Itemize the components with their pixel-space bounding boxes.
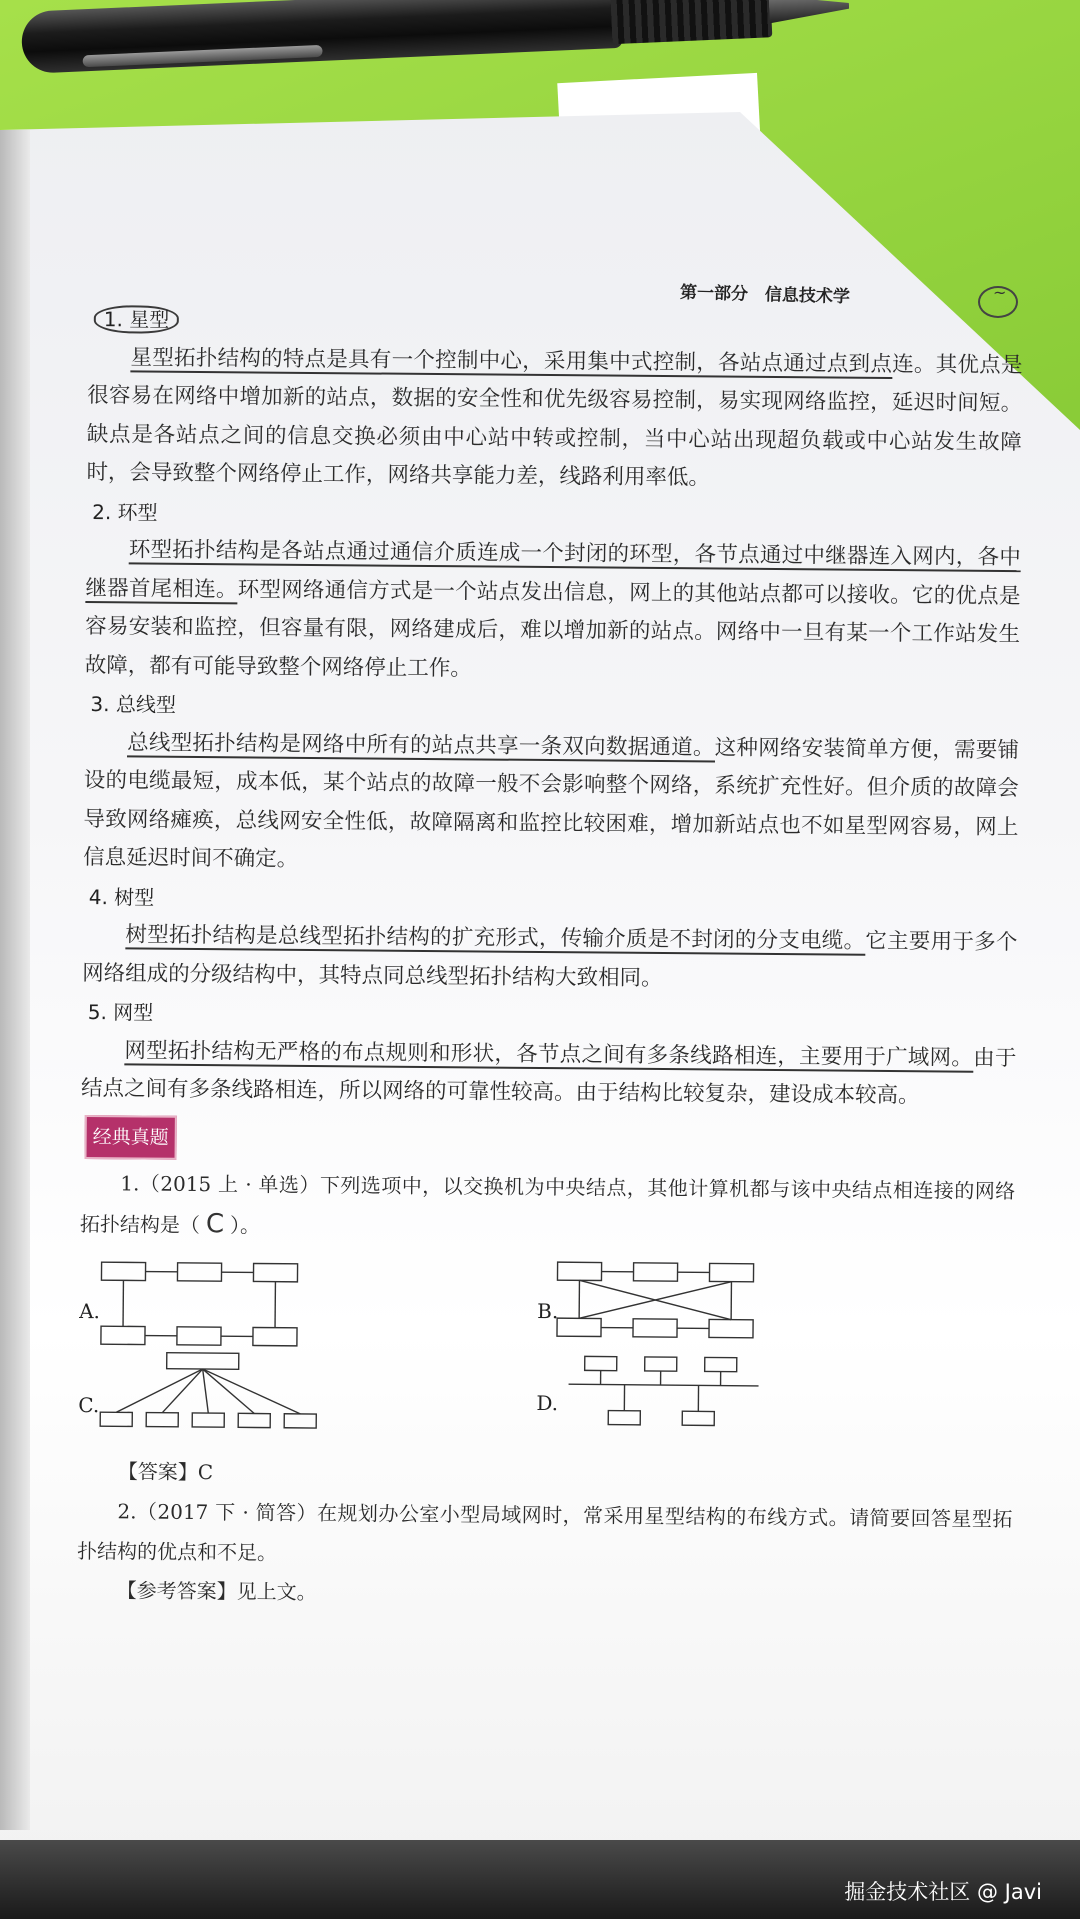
section-heading-bus: 3. 总线型 bbox=[90, 692, 177, 717]
body-text: 它主要用于多个网络组成的分级结构中，其特点同总线型拓扑结构大致相同。 bbox=[82, 928, 1018, 991]
highlight-text: 树型拓扑结构是总线型拓扑结构的扩充形式，传输介质是不封闭的分支电缆。 bbox=[125, 922, 866, 954]
watermark: 掘金技术社区 @ Javi bbox=[844, 1880, 1042, 1904]
section-body-ring bbox=[85, 531, 1021, 693]
classic-exam-badge: 经典真题 bbox=[85, 1115, 177, 1160]
page-content bbox=[77, 300, 1023, 1617]
topology-diagrams-svg bbox=[78, 1252, 1015, 1460]
highlight-text: 星型拓扑结构的特点是具有一个控制中心，采用集中式控制，各站点通过点到点 bbox=[130, 344, 893, 377]
body-text: 这种网络安装简单方便，需要铺设的电缆最短，成本低，某个站点的故障一般不会影响整个网络，系统扩充性好。但介质的故障会导致网络瘫痪，总线网安全性低，故障隔离和监控比较困难，增加新站点也不如星型网容易，网上信息延迟时间不确定。 bbox=[83, 734, 1020, 872]
question-1-text: 1.（2015 上 · 单选）下列选项中，以交换机为中央结点，其他计算机都与该中央结点相连接的网络拓扑结构是（ bbox=[79, 1171, 1016, 1238]
body-text: 环型网络通信方式是一个站点发出信息，网上的其他站点都可以接收。它的优点是容易安装和监控，但容量有限，网络建成后，难以增加新的站点。网络中一旦有某一个工作站发生故障，都有可能导致整个网络停止工作。 bbox=[84, 576, 1021, 681]
highlight-text: 网型拓扑结构无严格的布点规则和形状，各节点之间有多条线路相连，主要用于广域网。 bbox=[124, 1037, 974, 1071]
highlight-text: 总线型拓扑结构是网络中所有的站点共享一条双向数据通道。 bbox=[127, 729, 715, 760]
option-c-label: C. bbox=[78, 1392, 100, 1418]
section-heading-tree: 4. 树型 bbox=[88, 884, 155, 910]
ring-topology-diagram bbox=[101, 1262, 298, 1346]
question-1-answer: 【答案】C bbox=[117, 1459, 214, 1485]
section-body-star bbox=[86, 338, 1022, 500]
pen-tip bbox=[769, 0, 850, 23]
circled-heading: 1. 星型 bbox=[94, 305, 180, 334]
body-text: 由于结点之间有多条线路相连，所以网络的可靠性较高。由于结构比较复杂，建设成本较高。 bbox=[81, 1045, 1017, 1109]
option-b-label: B. bbox=[537, 1298, 559, 1324]
question-2-answer: 【参考答案】见上文。 bbox=[116, 1577, 317, 1604]
question-2: 2.（2017 下 · 简答）在规划办公室小型局域网时，常采用星型结构的布线方式。请简要回答星型拓扑结构的优点和不足。 bbox=[76, 1498, 1013, 1565]
running-head: 第一部分 信息技术学 bbox=[679, 282, 851, 308]
mesh-topology-diagram bbox=[557, 1262, 754, 1338]
section-body-tree bbox=[82, 916, 1018, 1001]
section-body-mesh bbox=[81, 1031, 1017, 1116]
option-a-label: A. bbox=[79, 1298, 101, 1324]
section-heading-mesh: 5. 网型 bbox=[87, 1000, 154, 1025]
option-d-label: D. bbox=[536, 1390, 559, 1416]
book-spine bbox=[0, 130, 30, 1830]
bus-topology-diagram bbox=[568, 1356, 759, 1426]
highlight-text: 环型拓扑结构是各站点通过通信介质连成一个封闭的环型，各节点通过中继器连入网内，各中继器首尾相连。 bbox=[85, 537, 1021, 602]
tree-topology-diagram bbox=[100, 1352, 317, 1428]
question-1-close: ）。 bbox=[229, 1213, 261, 1238]
topology-options bbox=[78, 1252, 1015, 1460]
pen-grip bbox=[610, 0, 772, 44]
page-number: ~ bbox=[993, 283, 1007, 302]
body-text: 连。其优点是很容易在网络中增加新的站点，数据的安全性和优先级容易控制，易实现网络监控，延迟时间短。缺点是各站点之间的信息交换必须由中心站中转或控制，当中心站出现超负载或中心站发生故障时，会导致整个网络停止工作，网络共享能力差，线路利用率低。 bbox=[86, 351, 1023, 491]
section-heading-ring: 2. 环型 bbox=[92, 499, 158, 525]
section-body-bus bbox=[83, 723, 1019, 885]
handwritten-answer: C bbox=[205, 1209, 225, 1240]
question-1 bbox=[80, 1163, 1016, 1252]
